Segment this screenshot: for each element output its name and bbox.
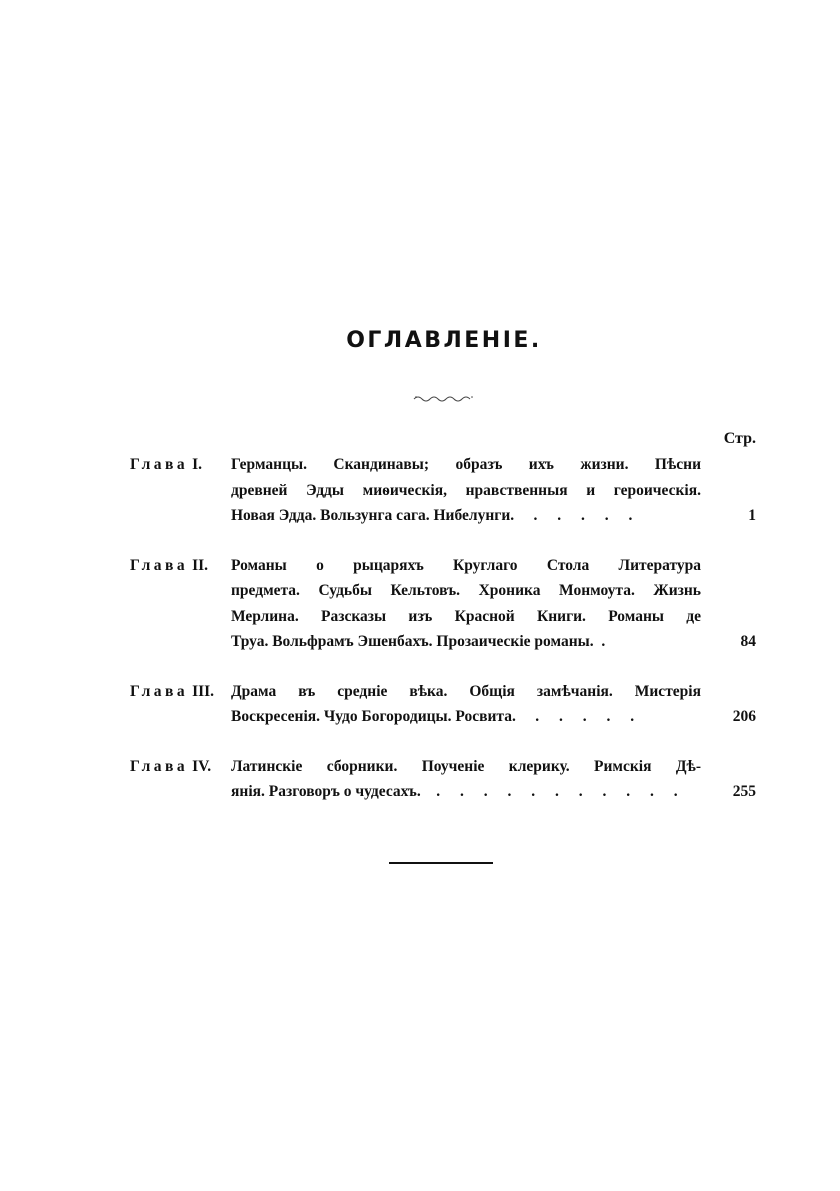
dot-leaders: . . . . . . . . . . . [436,783,686,800]
chapter-line: Романы о рыцаряхъ Круглаго Стола Литература [231,556,701,574]
chapter-description [231,452,701,529]
chapter-number: I. [192,456,202,473]
chapter-word: Глава [130,757,189,775]
chapter-line: Мерлина. Разсказы изъ Красной Книги. Романы де [231,607,701,625]
chapter-label [130,679,231,730]
toc-entry [130,754,756,805]
chapter-line: Новая Эдда. Вользунга сага. Нибелунги. [231,507,515,524]
chapter-number: III. [192,682,215,700]
chapter-line: Германцы. Скандинавы; образъ ихъ жизни. Пѣсни [231,456,701,473]
chapter-label [130,452,231,529]
toc-entry [130,452,756,529]
chapter-number: II. [192,556,209,574]
chapter-description [231,553,701,655]
chapter-line-last [231,704,701,730]
chapter-word: Глава [130,682,189,700]
chapter-number: IV. [192,757,212,775]
chapter-line: Воскресенія. Чудо Богородицы. Росвита. [231,708,516,725]
dot-leaders: . . . . . [533,507,641,524]
ornament-divider [412,392,476,404]
chapter-line: Драма въ средніе вѣка. Общія замѣчанія. Мистерія [231,682,701,700]
toc-entry [130,553,756,655]
chapter-page-number: 255 [732,783,756,800]
closing-rule [389,862,493,864]
chapter-label [130,754,231,805]
chapter-line-last [231,779,701,805]
page-title: ОГЛАВЛЕНІЕ. [346,328,542,353]
chapter-word: Глава [130,456,189,473]
page-column-header: Стр. [723,430,756,447]
table-of-contents [130,452,756,829]
dot-leaders: . . . . . [535,708,643,725]
chapter-page-number: 206 [732,708,756,725]
chapter-page-number: 1 [748,507,756,524]
chapter-page-number: 84 [740,633,756,650]
chapter-line: Труа. Вольфрамъ Эшенбахъ. Прозаическіе романы. [231,633,594,650]
chapter-line-last [231,503,701,529]
chapter-line: янія. Разговоръ о чудесахъ. [231,783,421,800]
chapter-word: Глава [130,556,189,574]
toc-entry [130,679,756,730]
chapter-description [231,679,701,730]
chapter-label [130,553,231,655]
chapter-description [231,754,701,805]
chapter-line: Латинскіе сборники. Поученіе клерику. Римскія Дѣ- [231,757,701,775]
chapter-line: древней Эдды миѳическія, нравственныя и героическія. [231,481,701,499]
dot-leaders: . [601,633,614,650]
chapter-line: предмета. Судьбы Кельтовъ. Хроника Монмоута. Жизнь [231,582,701,599]
chapter-line-last [231,629,701,655]
